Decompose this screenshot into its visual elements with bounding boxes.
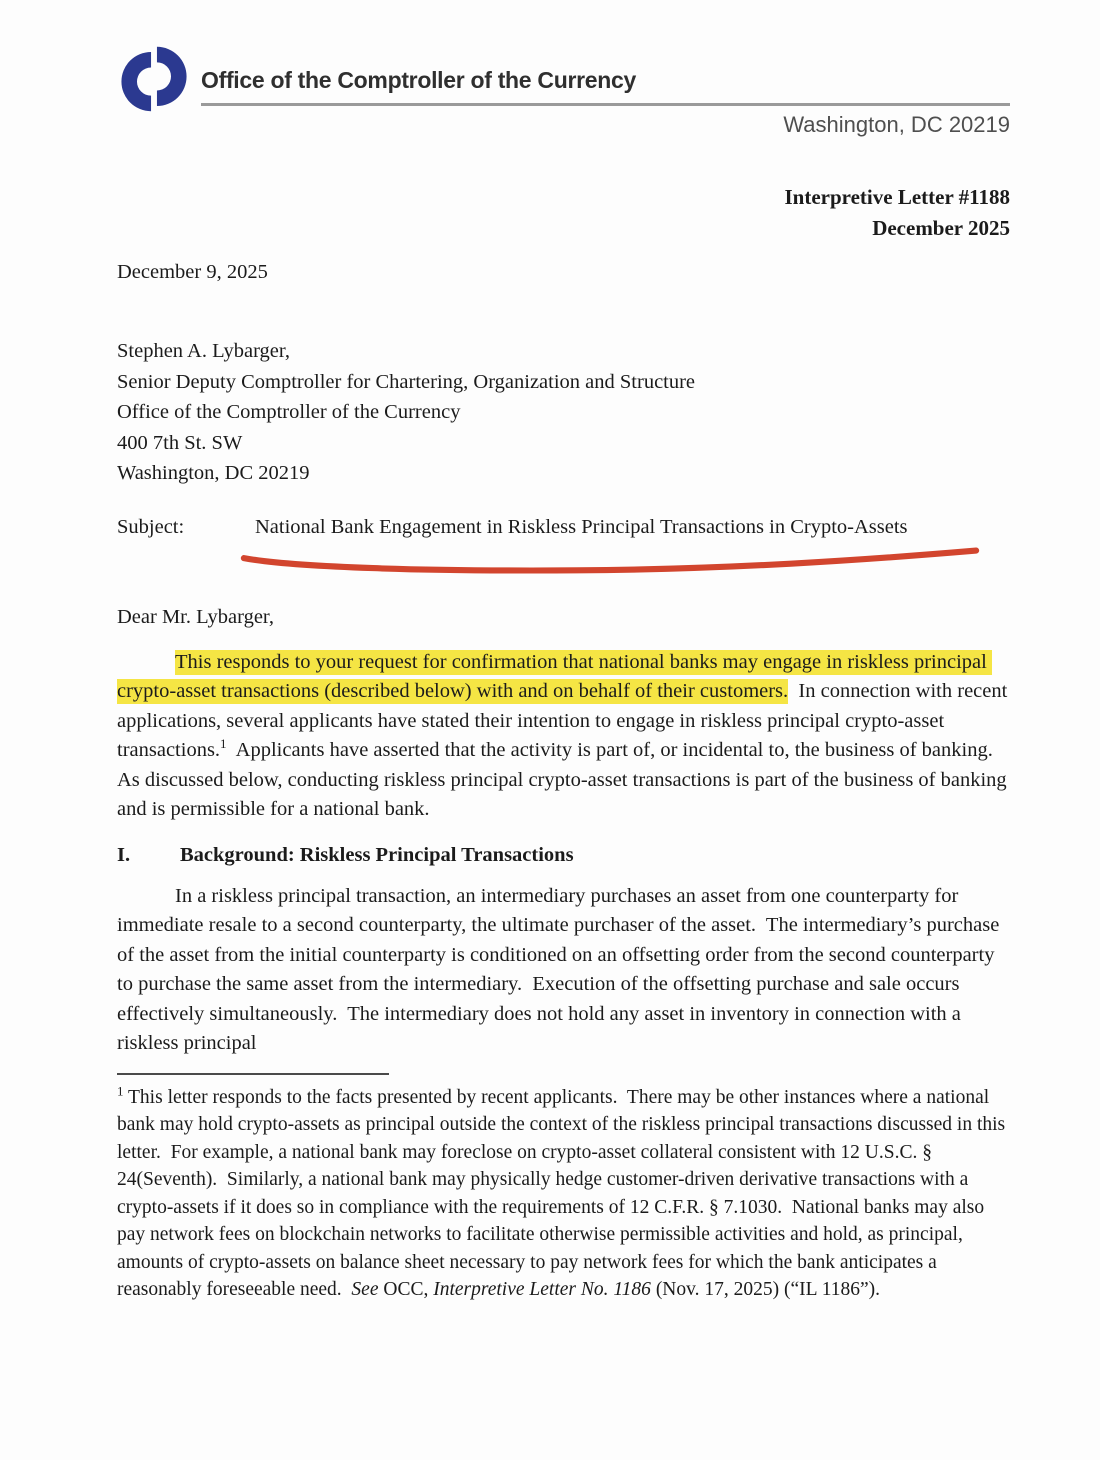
section-heading (117, 841, 1010, 869)
recipient-line: Senior Deputy Comptroller for Chartering, Organization and Structure (117, 370, 696, 393)
letterhead-title: Office of the Comptroller of the Currency (201, 67, 636, 93)
letterhead (117, 42, 1010, 116)
letter-meta-block (117, 182, 1010, 244)
salutation: Dear Mr. Lybarger, (117, 605, 275, 628)
footnote (117, 1084, 1010, 1304)
subject-underline-marker (215, 544, 1005, 576)
intro-highlighted-text: This responds to your request for confirmation that national banks may engage in riskless principal crypto-asset transactions (described below) with and on behalf of their customers. (117, 650, 992, 702)
letter-month: December 2025 (872, 216, 1010, 240)
letter-number: Interpretive Letter #1188 (784, 185, 1010, 209)
intro-text: In connection with recent applications, several applicants have stated their intention to engage in riskless principal crypto-asset transactions. (117, 680, 1013, 761)
footnote-separator (117, 1073, 389, 1075)
recipient-line: Office of the Comptroller of the Currency (117, 401, 461, 423)
letterhead-location: Washington, DC 20219 (783, 112, 1010, 137)
subject-text: National Bank Engagement in Riskless Principal Transactions in Crypto-Assets (255, 515, 908, 538)
paragraph-background: In a riskless principal transaction, an intermediary purchases an asset from one counterparty for immediate resale to a second counterparty, the ultimate purchaser of the asset. The intermediary’s purchase of the asset from the initial counterparty is conditioned on an offsetting order from the second counterparty to purchase the same asset from the intermediary. Execution of the offsetting purchase and sale occurs effectively simultaneously. The intermediary does not hold any asset in inventory in connection with a riskless principal (117, 884, 1005, 1054)
paragraph-intro (117, 648, 1013, 825)
recipient-line: Washington, DC 20219 (117, 462, 310, 484)
section-title: Background: Riskless Principal Transactions (180, 843, 574, 866)
intro-text-rest: Applicants have asserted that the activity is part of, or incidental to, the business of banking. As discussed below, conducting riskless principal crypto-asset transactions is part of the business of banking and is permissible for a national bank. (117, 739, 1012, 820)
footnote-ref: 1 (220, 736, 227, 752)
occ-logo-icon (117, 42, 191, 116)
section-numeral: I. (117, 843, 131, 866)
footnote-text: This letter responds to the facts presented by recent applicants. There may be other instances where a national bank may hold crypto-assets as principal outside the context of the riskless principal transactions discussed in this letter. For example, a national bank may foreclose on crypto-asset collateral consistent with 12 U.S.C. § 24(Seventh). Similarly, a national bank may physically hedge customer-driven derivative transactions with a crypto-assets if it does so in compliance with the requirements of 12 C.F.R. § 7.1030. National banks may also pay network fees on blockchain networks to facilitate otherwise permissible activities and hold, as principal, amounts of crypto-assets on balance sheet necessary to pay network fees for which the bank anticipates a reasonably foreseeable need. (117, 1086, 1011, 1300)
footnote-citation: Interpretive Letter No. 1186 (433, 1279, 651, 1300)
footnote-text-mid: OCC, (378, 1279, 434, 1300)
letterhead-rule (201, 103, 1010, 106)
subject-label: Subject: (117, 515, 185, 538)
subject-row (117, 513, 1010, 541)
recipient-line: Stephen A. Lybarger, (117, 340, 291, 362)
footnote-see-signal: See (351, 1279, 379, 1300)
recipient-block (117, 336, 1010, 489)
recipient-line: 400 7th St. SW (117, 431, 243, 454)
footnote-marker: 1 (117, 1083, 124, 1098)
footnote-text-tail: (Nov. 17, 2025) (“IL 1186”). (650, 1279, 880, 1300)
letter-date: December 9, 2025 (117, 261, 268, 283)
